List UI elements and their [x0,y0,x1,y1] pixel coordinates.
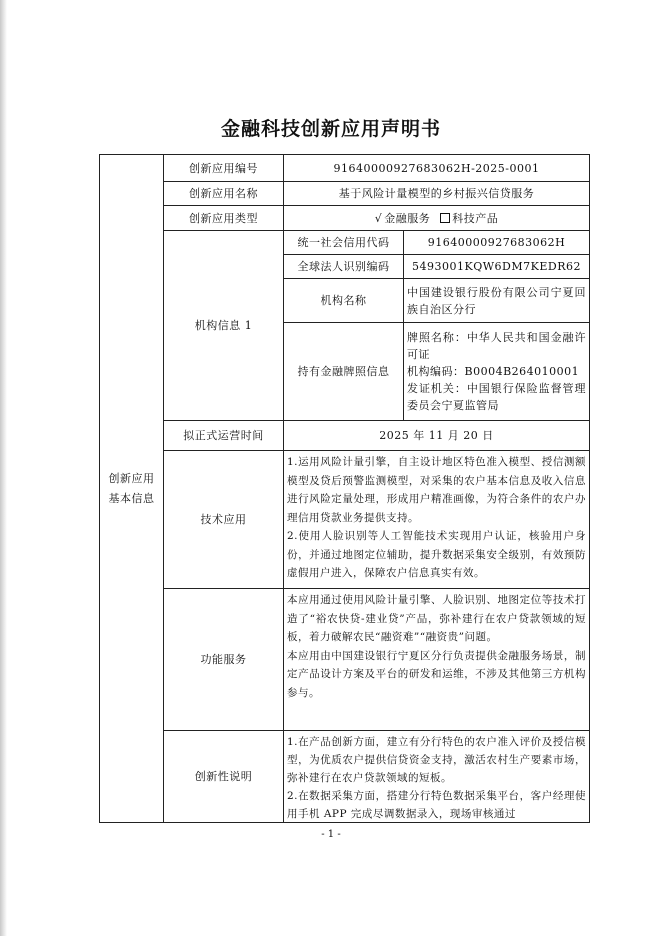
function-paragraph-1: 本应用通过使用风险计量引擎、人脸识别、地图定位等技术打造了“裕农快贷-建业贷”产品，弥补建行在农户贷款领域的短板，着力破解农民“融资难”“融资贵”问题。 [287,594,586,643]
innovation-label: 创新性说明 [194,770,253,783]
app-number-label: 创新应用编号 [189,161,258,175]
tech-application-text [284,451,589,588]
institution-name-value: 中国建设银行股份有限公司宁夏回族自治区分行 [407,285,586,316]
app-type-options [284,206,589,230]
declaration-table [99,154,590,823]
page-number: - 1 - [321,829,341,840]
app-name-value: 基于风险计量模型的乡村振兴信贷服务 [338,187,535,200]
institution-name-label: 机构名称 [320,294,367,307]
app-number-value: 91640000927683062H-2025-0001 [333,161,540,175]
unchecked-box-icon [440,213,450,223]
function-service-label: 功能服务 [200,653,247,666]
institution-group-label: 机构信息 1 [194,319,253,332]
credit-code-value: 91640000927683062H [427,236,566,249]
tech-paragraph-2: 2.使用人脸识别等人工智能技术实现用户认证，核验用户身份，并通过地图定位辅助，提升数据采集安全级别，有效预防虚假用户进入，保障农户信息真实有效。 [287,530,586,579]
innovation-paragraph-2: 2.在数据采集方面，搭建分行特色数据采集平台，客户经理使用手机 APP 完成尽调数据录入，现场审核通过 [287,790,586,820]
lei-code-label: 全球法人识别编码 [297,260,390,273]
innovation-paragraph-1: 1.在产品创新方面，建立有分行特色的农户准入评价及授信模型，为优质农户提供信贷资金支持，激活农村生产要素市场，弥补建行在农户贷款领域的短板。 [287,736,586,784]
app-name-label: 创新应用名称 [189,187,258,200]
launch-date-label: 拟正式运营时间 [183,429,264,442]
basic-info-group-label: 创新应用基本信息 [108,471,155,505]
launch-date-value: 2025 年 11 月 20 日 [379,429,494,442]
app-type-label: 创新应用类型 [189,211,258,225]
tech-paragraph-1: 1.运用风险计量引擎，自主设计地区特色准入模型、授信测额模型及贷后预警监测模型，对采集的农户基本信息及收入信息进行风险定量处理，形成用户精准画像，为符合条件的农户办理信用贷款业务提供支持。 [287,456,586,524]
option-tech-product: 科技产品 [452,211,499,225]
option-financial-service: 金融服务 [384,211,431,225]
lei-code-value: 5493001KQW6DM7KEDR62 [412,260,581,273]
document-title: 金融科技创新应用声明书 [220,118,441,140]
license-label: 持有金融牌照信息 [297,365,390,378]
innovation-text [284,731,589,822]
license-name: 牌照名称：中华人民共和国金融许可证 [407,331,586,361]
license-info [404,323,589,420]
credit-code-label: 统一社会信用代码 [297,236,390,249]
checkmark-icon: √ [374,211,383,225]
license-code: 机构编码：B0004B264010001 [407,365,580,378]
tech-application-label: 技术应用 [200,513,247,526]
table-right-border [589,154,590,823]
table-bottom-border [99,822,590,823]
function-paragraph-2: 本应用由中国建设银行宁夏区分行负责提供金融服务场景，制定产品设计方案及平台的研发和运维，不涉及其他第三方机构参与。 [287,649,586,699]
function-service-text [284,589,589,730]
license-issuer: 发证机关：中国银行保险监督管理委员会宁夏监管局 [407,382,586,412]
